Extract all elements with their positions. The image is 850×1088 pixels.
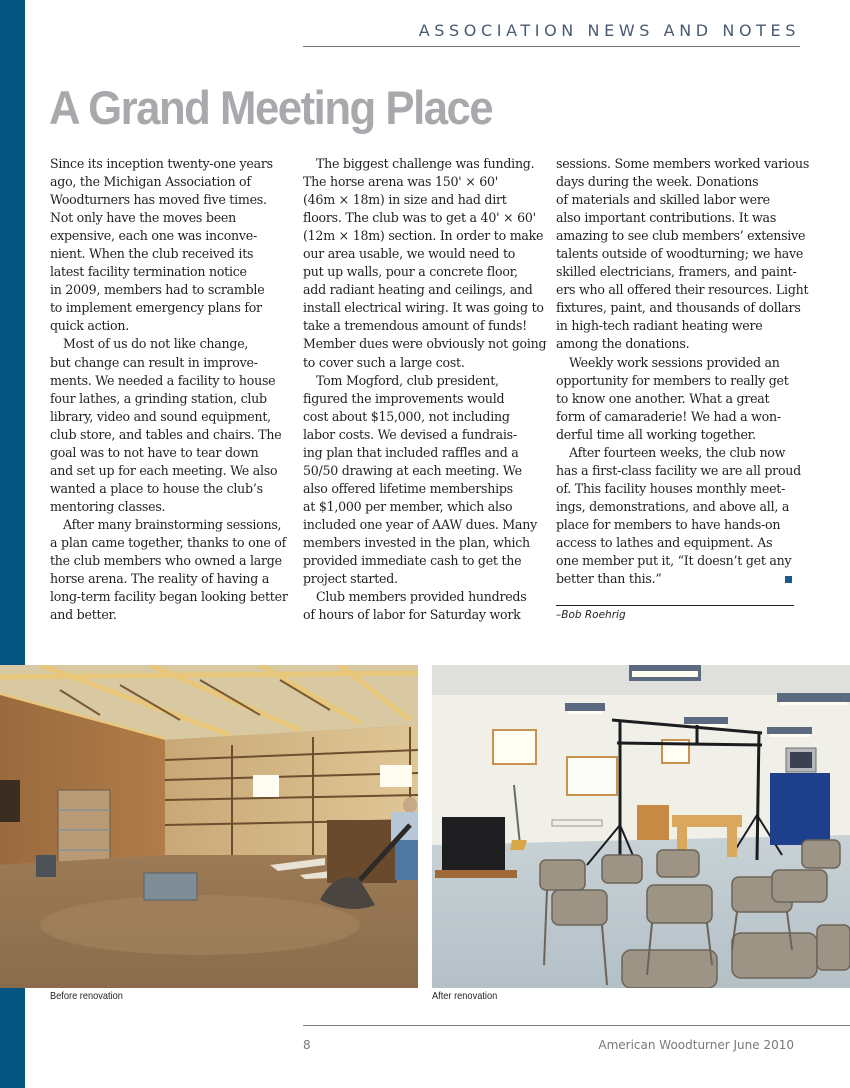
text-line: project started.: [303, 571, 398, 587]
text-line: latest facility termination notice: [50, 264, 247, 280]
text-line: access to lathes and equipment. As: [556, 534, 773, 550]
text-line: club store, and tables and chairs. The: [50, 426, 282, 442]
text-line: put up walls, pour a concrete floor,: [303, 264, 518, 280]
text-line: and better.: [50, 607, 117, 623]
text-line: and set up for each meeting. We also: [50, 462, 278, 478]
article-column-1: [50, 155, 290, 624]
text-line: days during the week. Donations: [556, 174, 759, 190]
byline-rule: [556, 605, 794, 606]
text-line: derful time all working together.: [556, 426, 756, 442]
text-line: ments. We needed a facility to house: [50, 372, 276, 388]
text-line: Tom Mogford, club president,: [316, 372, 499, 388]
text-line: one member put it, “It doesn’t get any: [556, 553, 792, 569]
article-paragraph: [303, 372, 543, 589]
article-paragraph: [50, 155, 290, 335]
text-line: nient. When the club received its: [50, 246, 254, 262]
text-line: floors. The club was to get a 40' × 60': [303, 210, 536, 226]
text-line: to implement emergency plans for: [50, 300, 262, 316]
text-line: (46m × 18m) in size and had dirt: [303, 192, 507, 208]
text-line: ing plan that included raffles and a: [303, 444, 519, 460]
text-line: provided immediate cash to get the: [303, 553, 522, 569]
page-number: 8: [303, 1038, 311, 1052]
text-line: Member dues were obviously not going: [303, 336, 547, 352]
text-line: form of camaraderie! We had a won-: [556, 408, 781, 424]
article-paragraph: [303, 588, 543, 624]
text-line: in high-tech radiant heating were: [556, 318, 763, 334]
text-line: (12m × 18m) section. In order to make: [303, 228, 544, 244]
text-line: talents outside of woodturning; we have: [556, 246, 804, 262]
caption-before: Before renovation: [50, 990, 123, 1002]
text-line: of materials and skilled labor were: [556, 192, 770, 208]
byline: –Bob Roehrig: [556, 609, 626, 621]
text-line: ago, the Michigan Association of: [50, 174, 251, 190]
text-line: of. This facility houses monthly meet-: [556, 480, 786, 496]
article-paragraph: [303, 155, 547, 372]
text-line: The biggest challenge was funding.: [316, 156, 535, 171]
text-line: of hours of labor for Saturday work: [303, 607, 521, 623]
caption-after: After renovation: [432, 990, 498, 1002]
text-line: Since its inception twenty-one years: [50, 156, 273, 171]
text-line: has a first-class facility we are all proud: [556, 462, 801, 478]
text-line: add radiant heating and ceilings, and: [303, 282, 533, 298]
footer-rule: [303, 1025, 850, 1026]
text-line: After fourteen weeks, the club now: [569, 444, 786, 460]
text-line: included one year of AAW dues. Many: [303, 516, 538, 532]
text-line: also important contributions. It was: [556, 210, 777, 226]
text-line: Weekly work sessions provided an: [569, 354, 780, 370]
section-header: ASSOCIATION NEWS AND NOTES: [418, 21, 800, 40]
header-rule: [303, 46, 800, 47]
text-line: four lathes, a grinding station, club: [50, 390, 267, 406]
text-line: Not only have the moves been: [50, 210, 236, 226]
article-paragraph: [556, 444, 801, 588]
text-line: cost about $15,000, not including: [303, 408, 510, 424]
text-line: among the donations.: [556, 336, 690, 352]
text-line: quick action.: [50, 318, 129, 334]
publication-footer: American Woodturner June 2010: [598, 1038, 794, 1052]
article-paragraph: [556, 354, 796, 444]
text-line: figured the improvements would: [303, 390, 505, 406]
end-of-article-mark: [785, 576, 792, 583]
text-line: to know one another. What a great: [556, 390, 770, 406]
text-line: Club members provided hundreds: [316, 589, 527, 605]
text-line: opportunity for members to really get: [556, 372, 789, 388]
text-line: labor costs. We devised a fundrais-: [303, 426, 517, 442]
text-line: install electrical wiring. It was going to: [303, 300, 544, 316]
text-line: our area usable, we would need to: [303, 246, 516, 262]
text-line: goal was to not have to tear down: [50, 444, 259, 460]
text-line: skilled electricians, framers, and paint-: [556, 264, 797, 280]
text-line: at $1,000 per member, which also: [303, 498, 513, 514]
text-line: amazing to see club members’ extensive: [556, 228, 806, 244]
text-line: also offered lifetime memberships: [303, 480, 513, 496]
article-title: A Grand Meeting Place: [49, 81, 493, 134]
article-paragraph: [556, 155, 810, 354]
text-line: expensive, each one was inconve-: [50, 228, 257, 244]
meeting-room-image: [432, 665, 850, 988]
barn-interior-image: [0, 665, 418, 988]
text-line: to cover such a large cost.: [303, 354, 465, 370]
article-paragraph: [50, 335, 290, 515]
text-line: in 2009, members had to scramble: [50, 282, 265, 298]
text-line: wanted a place to house the club’s: [50, 480, 263, 496]
text-line: 50/50 drawing at each meeting. We: [303, 462, 522, 478]
text-line: fixtures, paint, and thousands of dollars: [556, 300, 801, 316]
text-line: Most of us do not like change,: [63, 336, 249, 352]
text-line: better than this.”: [556, 571, 662, 587]
text-line: long-term facility began looking better: [50, 589, 288, 605]
article-column-3: [556, 155, 810, 588]
text-line: Woodturners has moved five times.: [50, 192, 267, 208]
photo-before-renovation: [0, 665, 418, 988]
text-line: ers who all offered their resources. Light: [556, 282, 809, 298]
text-line: the club members who owned a large: [50, 553, 282, 569]
photo-after-renovation: [432, 665, 850, 988]
article-column-2: [303, 155, 547, 624]
text-line: but change can result in improve-: [50, 354, 258, 370]
text-line: place for members to have hands-on: [556, 516, 781, 532]
text-line: take a tremendous amount of funds!: [303, 318, 527, 334]
text-line: sessions. Some members worked various: [556, 156, 810, 171]
text-line: ings, demonstrations, and above all, a: [556, 498, 790, 514]
text-line: After many brainstorming sessions,: [63, 516, 282, 532]
text-line: members invested in the plan, which: [303, 534, 530, 550]
text-line: The horse arena was 150' × 60': [303, 174, 499, 190]
text-line: a plan came together, thanks to one of: [50, 534, 287, 550]
text-line: library, video and sound equipment,: [50, 408, 271, 424]
text-line: mentoring classes.: [50, 498, 166, 514]
text-line: horse arena. The reality of having a: [50, 571, 270, 587]
article-paragraph: [50, 516, 290, 624]
